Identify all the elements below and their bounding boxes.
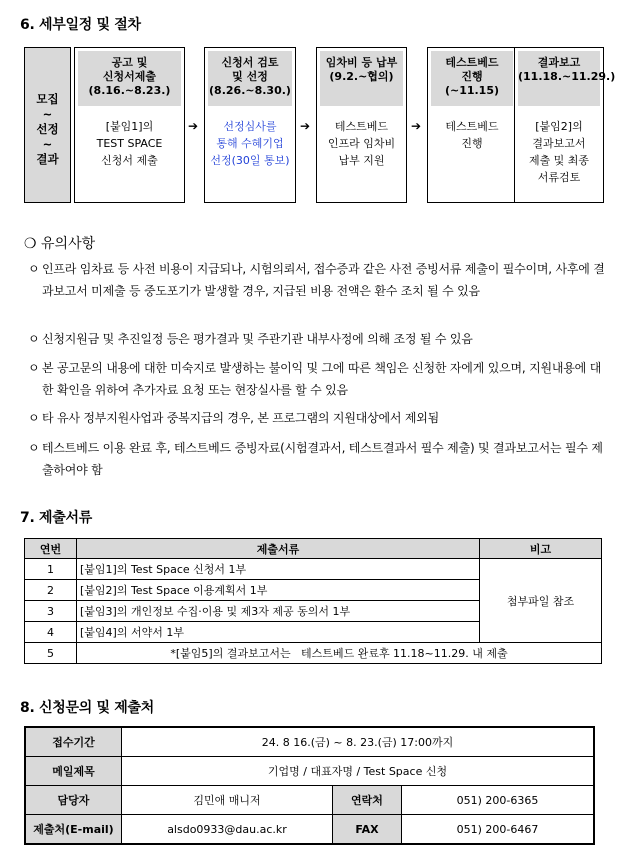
fax-label: FAX (333, 815, 402, 845)
stage-1 (74, 47, 185, 203)
table-row (25, 643, 602, 664)
bullet-icon: ㅇ (28, 441, 40, 455)
stage-5-body: [붙임2]의 결과보고서 제출 및 최종 서류검토 (528, 120, 590, 184)
fax-value: 051) 200-6467 (402, 815, 595, 845)
arrow-icon: ➔ (188, 119, 199, 133)
row-no: 2 (25, 580, 77, 601)
stage-3 (316, 47, 407, 203)
col-header-doc: 제출서류 (77, 539, 480, 559)
subject-label: 메일제목 (25, 757, 122, 786)
bullet-icon: ㅇ (28, 262, 40, 276)
arrow-icon: ➔ (411, 119, 422, 133)
note-item-5 (28, 437, 608, 481)
section7-title: 7. 제출서류 (20, 510, 92, 526)
note-item-2 (28, 328, 608, 350)
stage-3-body: 테스트베드 인프라 임차비 납부 지원 (327, 120, 396, 167)
period-value: 24. 8 16.(금) ~ 8. 23.(금) 17:00까지 (122, 727, 595, 757)
col-header-no: 연번 (25, 539, 77, 559)
stage-5-head: 결과보고 (11.18.~11.29.) (518, 51, 600, 106)
stage-3-head: 임차비 등 납부 (9.2.~협의) (320, 51, 403, 106)
notes-title-text: 유의사항 (41, 236, 96, 252)
bullet-icon: ㅇ (28, 411, 40, 425)
stage-2 (204, 47, 296, 203)
row-doc: [붙임3]의 개인정보 수집·이용 및 제3자 제공 동의서 1부 (77, 601, 480, 622)
email-value[interactable]: alsdo0933@dau.ac.kr (122, 815, 333, 845)
note-text: 본 공고문의 내용에 대한 미숙지로 발생하는 불이익 및 그에 따른 책임은 신청한 자에게 있으며, 지원내용에 대한 확인을 위하여 추가자료 요청 또는 현장실사를 할 수 있음 (42, 361, 602, 397)
table-row (25, 559, 602, 580)
row-doc: *[붙임5]의 결과보고서는 테스트베드 완료후 11.18~11.29. 내 제출 (77, 643, 602, 664)
manager-value: 김민애 매니저 (122, 786, 333, 815)
row-remark: 첨부파일 참조 (480, 559, 602, 643)
stage-2-head: 신청서 검토 및 선정 (8.26.~8.30.) (208, 51, 292, 106)
section8-title: 8. 신청문의 및 제출처 (20, 700, 154, 716)
row-no: 3 (25, 601, 77, 622)
stage-1-head: 공고 및 신청서제출 (8.16.~8.23.) (78, 51, 181, 106)
notes-bullet: ❍ (24, 236, 37, 252)
note-text: 신청지원금 및 추진일정 등은 평가결과 및 주관기관 내부사정에 의해 조정 될 수 있음 (42, 332, 473, 346)
note-text: 타 유사 정부지원사업과 중복지급의 경우, 본 프로그램의 지원대상에서 제외됨 (42, 411, 440, 425)
note-item-4 (28, 407, 608, 429)
col-header-remark: 비고 (480, 539, 602, 559)
contact-value: 051) 200-6365 (402, 786, 595, 815)
flow-left-label (24, 47, 71, 203)
note-text: 테스트베드 이용 완료 후, 테스트베드 증빙자료(시험결과서, 테스트결과서 필수 제출) 및 결과보고서는 필수 제출하여야 함 (42, 441, 603, 477)
notes-title (24, 233, 95, 253)
note-item-3 (28, 357, 608, 401)
email-label: 제출처(E-mail) (25, 815, 122, 845)
row-no: 5 (25, 643, 77, 664)
period-label: 접수기간 (25, 727, 122, 757)
stage-1-body: [붙임1]의 TEST SPACE 신청서 제출 (96, 120, 163, 167)
section6-title: 6. 세부일정 및 절차 (20, 17, 141, 33)
row-doc: [붙임2]의 Test Space 이용계획서 1부 (77, 580, 480, 601)
row-doc: [붙임4]의 서약서 1부 (77, 622, 480, 643)
bullet-icon: ㅇ (28, 332, 40, 346)
bullet-icon: ㅇ (28, 361, 40, 375)
note-text: 인프라 임차료 등 사전 비용이 지급되나, 시험의뢰서, 접수증과 같은 사전 증빙서류 제출이 필수이며, 사후에 결과보고서 미제출 등 중도포기가 발생할 경우, 지급된 비용 전액은 환수 조치 될 수 있음 (42, 262, 605, 298)
subject-value: 기업명 / 대표자명 / Test Space 신청 (122, 757, 595, 786)
stage-4 (427, 47, 517, 203)
stage-5-box (514, 47, 616, 203)
row-no: 4 (25, 622, 77, 643)
arrow-icon: ➔ (300, 119, 311, 133)
row-no: 1 (25, 559, 77, 580)
stage-4-head: 테스트베드 진행 (~11.15) (431, 51, 513, 106)
contact-table (24, 726, 595, 845)
contact-label: 연락처 (333, 786, 402, 815)
flow-left-label-text: 모집 ~ 선정 ~ 결과 (36, 92, 59, 166)
note-item-1 (28, 258, 608, 302)
manager-label: 담당자 (25, 786, 122, 815)
stage-2-body: 선정심사를 통해 수혜기업 선정(30일 통보) (210, 120, 290, 167)
documents-table (24, 538, 602, 664)
stage-4-body: 테스트베드 진행 (445, 120, 499, 150)
row-doc: [붙임1]의 Test Space 신청서 1부 (77, 559, 480, 580)
